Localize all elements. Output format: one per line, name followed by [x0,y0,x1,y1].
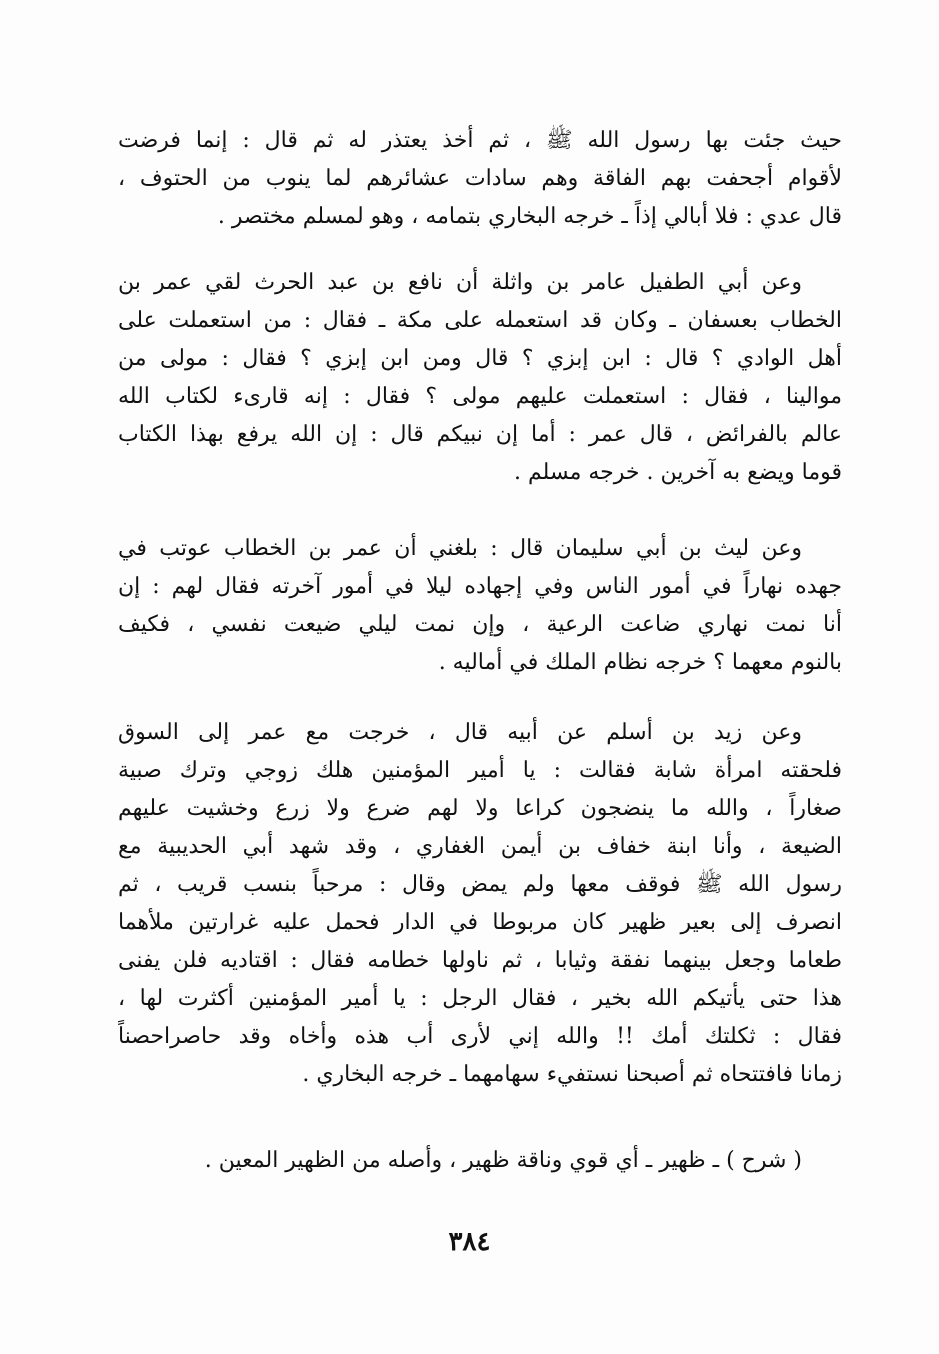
text-line: زمانا فافتتحاه ثم أصبحنا نستفيء سهامهما ـ خرجه البخاري . [302,1062,842,1087]
text-line: رسول الله ﷺ فوقف معها ولم يمض وقال : مرحباً بنسب قريب ، ثم [118,872,842,897]
text-line: حيث جئت بها رسول الله ﷺ ، ثم أخذ يعتذر له ثم قال : إنما فرضت [118,128,842,153]
text-line: لأقوام أجحفت بهم الفاقة وهم سادات عشائرهم لما ينوب من الحتوف ، [118,166,842,191]
paragraph-4 [118,714,842,1094]
paragraph-1 [118,122,842,236]
text-line: طعاما وجعل بينهما نفقة وثيابا ، ثم ناولها خطامه فقال : اقتاديه فلن يفنى [118,948,842,973]
text-line: أهل الوادي ؟ قال : ابن إبزي ؟ قال ومن ابن إبزي ؟ فقال : مولى من [118,346,842,371]
text-line: هذا حتى يأتيكم الله بخير ، فقال الرجل : يا أمير المؤمنين أكثرت لها ، [118,986,842,1011]
text-line: ( شرح ) ـ ظهير ـ أي قوي وناقة ظهير ، وأصله من الظهير المعين . [204,1148,802,1173]
text-line: الضيعة ، وأنا ابنة خفاف بن أيمن الغفاري ، وقد شهد أبي الحديبية مع [118,834,842,859]
text-line: وعن زيد بن أسلم عن أبيه قال ، خرجت مع عمر إلى السوق [118,720,802,745]
text-line: عالم بالفرائض ، قال عمر : أما إن نبيكم قال : إن الله يرفع بهذا الكتاب [118,422,842,447]
text-line: الخطاب بعسفان ـ وكان قد استعمله على مكة ـ فقال : من استعملت على [118,308,842,333]
text-line: فلحقته امرأة شابة فقالت : يا أمير المؤمنين هلك زوجي وترك صبية [118,758,842,783]
text-line: أنا نمت نهاري ضاعت الرعية ، وإن نمت ليلي ضيعت نفسي ، فكيف [118,612,842,637]
text-line: صغاراً ، والله ما ينضجون كراعا ولا لهم ضرع ولا زرع وخشيت عليهم [118,796,842,821]
paragraph-2 [118,264,842,492]
text-line: موالينا ، فقال : استعملت عليهم مولى ؟ فقال : إنه قارىء لكتاب الله [118,384,842,409]
text-line: فقال : ثكلتك أمك !! والله إني لأرى أب هذه وأخاه وقد حاصراحصناً [118,1024,842,1049]
text-line: انصرف إلى بعير ظهير كان مربوطا في الدار فحمل عليه غرارتين ملأهما [118,910,842,935]
text-line: قوما ويضع به آخرين . خرجه مسلم . [514,460,842,485]
text-line: قال عدي : فلا أبالي إذاً ـ خرجه البخاري بتمامه ، وهو لمسلم مختصر . [217,204,842,229]
text-line: بالنوم معهما ؟ خرجه نظام الملك في أماليه . [438,650,842,675]
explanation-note [118,1142,842,1180]
page-number: ٣٨٤ [448,1227,491,1257]
text-line: وعن ليث بن أبي سليمان قال : بلغني أن عمر بن الخطاب عوتب في [118,536,802,561]
paragraph-3 [118,530,842,682]
text-line: وعن أبي الطفيل عامر بن واثلة أن نافع بن عبد الحرث لقي عمر بن [118,270,802,295]
text-line: جهده نهاراً في أمور الناس وفي إجهاده ليلا في أمور آخرته فقال لهم : إن [118,574,842,599]
